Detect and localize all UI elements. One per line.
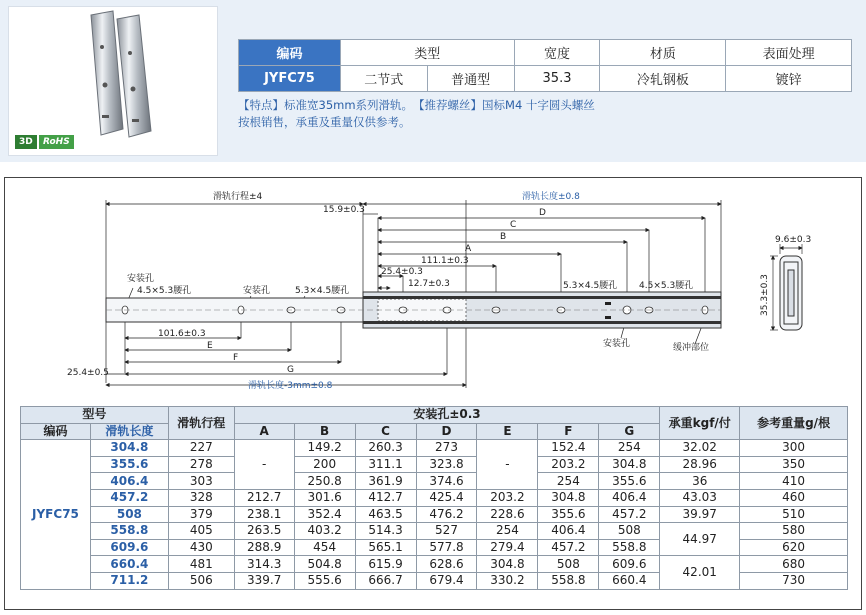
cell-weight: 620 xyxy=(740,539,848,556)
dim-111-1: 111.1±0.3 xyxy=(421,256,469,266)
cell-D: 323.8 xyxy=(416,456,477,473)
length-label: 滑轨长度±0.8 xyxy=(522,192,580,202)
cell-G: 355.6 xyxy=(599,473,660,490)
cell-travel: 328 xyxy=(168,489,234,506)
cell-travel: 303 xyxy=(168,473,234,490)
cell-D: 476.2 xyxy=(416,506,477,523)
cell-length: 558.8 xyxy=(90,523,168,540)
cell-weight: 730 xyxy=(740,572,848,589)
cell-D: 425.4 xyxy=(416,489,477,506)
dim-F: F xyxy=(233,353,239,363)
cell-B: 301.6 xyxy=(294,489,355,506)
dim-C: C xyxy=(510,220,517,230)
cell-C: 311.1 xyxy=(355,456,416,473)
dim-G: G xyxy=(287,365,294,375)
th-code: 编码 xyxy=(21,423,91,440)
dim-D: D xyxy=(539,208,546,218)
dim-A: A xyxy=(465,244,472,254)
cell-length: 355.6 xyxy=(90,456,168,473)
spec-type-a: 二节式 xyxy=(340,66,427,92)
cell-D: 527 xyxy=(416,523,477,540)
cell-load: 39.97 xyxy=(660,506,740,523)
slot-label-right2: 4.5×5.3腰孔 xyxy=(639,281,694,291)
cell-F: 203.2 xyxy=(538,456,599,473)
table-row xyxy=(21,440,848,457)
spec-header-material: 材质 xyxy=(600,40,726,66)
cell-F: 457.2 xyxy=(538,539,599,556)
cell-B: 555.6 xyxy=(294,572,355,589)
th-holes: 安装孔±0.3 xyxy=(234,407,660,424)
cell-F: 152.4 xyxy=(538,440,599,457)
cell-D: 273 xyxy=(416,440,477,457)
cell-weight: 350 xyxy=(740,456,848,473)
cell-F: 304.8 xyxy=(538,489,599,506)
cell-E: 279.4 xyxy=(477,539,538,556)
cell-F: 254 xyxy=(538,473,599,490)
rail-body xyxy=(106,292,721,328)
cell-travel: 227 xyxy=(168,440,234,457)
cell-travel: 405 xyxy=(168,523,234,540)
cell-A-empty: - xyxy=(234,440,294,490)
cell-A: 314.3 xyxy=(234,556,294,573)
dimension-drawing xyxy=(5,178,861,410)
cell-G: 508 xyxy=(599,523,660,540)
cell-weight: 410 xyxy=(740,473,848,490)
th-col-G: G xyxy=(599,423,660,440)
th-load: 承重kgf/付 xyxy=(660,407,740,440)
cell-G: 660.4 xyxy=(599,572,660,589)
th-col-D: D xyxy=(416,423,477,440)
dim-side-height: 35.3±0.3 xyxy=(760,274,770,316)
cell-C: 565.1 xyxy=(355,539,416,556)
table-row xyxy=(21,473,848,490)
cell-D: 577.8 xyxy=(416,539,477,556)
dim-12-7: 12.7±0.3 xyxy=(408,279,450,289)
dim-25-4-bottom: 25.4±0.5 xyxy=(67,368,109,378)
cell-E: 254 xyxy=(477,523,538,540)
slide-rail-illustration xyxy=(9,7,217,155)
cell-C: 361.9 xyxy=(355,473,416,490)
row-code: JYFC75 xyxy=(21,440,91,589)
cell-G: 457.2 xyxy=(599,506,660,523)
cell-B: 403.2 xyxy=(294,523,355,540)
table-row xyxy=(21,489,848,506)
cell-weight: 460 xyxy=(740,489,848,506)
dim-B: B xyxy=(500,232,507,242)
cell-B: 352.4 xyxy=(294,506,355,523)
hole-label-mid: 安装孔 xyxy=(243,286,271,296)
cell-E: 228.6 xyxy=(477,506,538,523)
cell-G: 558.8 xyxy=(599,539,660,556)
cell-C: 514.3 xyxy=(355,523,416,540)
spec-header-width: 宽度 xyxy=(514,40,600,66)
dim-101-6: 101.6±0.3 xyxy=(158,329,206,339)
cell-A: 288.9 xyxy=(234,539,294,556)
spec-surface: 镀锌 xyxy=(726,66,852,92)
th-col-A: A xyxy=(234,423,294,440)
cell-D: 374.6 xyxy=(416,473,477,490)
dimension-table xyxy=(20,406,848,590)
th-col-E: E xyxy=(477,423,538,440)
cell-length: 508 xyxy=(90,506,168,523)
th-model: 型号 xyxy=(21,407,169,424)
cell-load: 43.03 xyxy=(660,489,740,506)
slot-label-left: 4.5×5.3腰孔 xyxy=(137,286,192,296)
rail-side-profile xyxy=(770,244,802,330)
dim-25-4-top: 25.4±0.3 xyxy=(381,267,423,277)
spec-header-type: 类型 xyxy=(340,40,514,66)
th-length: 滑轨长度 xyxy=(90,423,168,440)
spec-table xyxy=(238,39,852,92)
cell-E: 330.2 xyxy=(477,572,538,589)
cell-A: 339.7 xyxy=(234,572,294,589)
th-col-C: C xyxy=(355,423,416,440)
hole-label-left: 安装孔 xyxy=(127,274,155,284)
cell-length: 609.6 xyxy=(90,539,168,556)
cell-travel: 506 xyxy=(168,572,234,589)
product-image xyxy=(8,6,218,156)
cell-load-merged: 42.01 xyxy=(660,556,740,589)
cell-weight: 680 xyxy=(740,556,848,573)
cell-A: 212.7 xyxy=(234,489,294,506)
cell-C: 463.5 xyxy=(355,506,416,523)
cell-length: 660.4 xyxy=(90,556,168,573)
cell-weight: 300 xyxy=(740,440,848,457)
th-col-B: B xyxy=(294,423,355,440)
cell-G: 406.4 xyxy=(599,489,660,506)
cell-length: 406.4 xyxy=(90,473,168,490)
cell-B: 250.8 xyxy=(294,473,355,490)
cell-C: 260.3 xyxy=(355,440,416,457)
cell-B: 149.2 xyxy=(294,440,355,457)
cell-B: 454 xyxy=(294,539,355,556)
cell-D: 679.4 xyxy=(416,572,477,589)
cell-D: 628.6 xyxy=(416,556,477,573)
table-row xyxy=(21,523,848,540)
cell-weight: 510 xyxy=(740,506,848,523)
cell-A: 263.5 xyxy=(234,523,294,540)
dim-side-width: 9.6±0.3 xyxy=(775,235,812,245)
th-col-F: F xyxy=(538,423,599,440)
table-row xyxy=(21,456,848,473)
cell-load-merged: 44.97 xyxy=(660,523,740,556)
buffer-label: 缓冲部位 xyxy=(673,343,710,353)
cell-travel: 430 xyxy=(168,539,234,556)
cell-weight: 580 xyxy=(740,523,848,540)
length-minus-label: 滑轨长度-3mm±0.8 xyxy=(248,381,333,391)
cell-C: 412.7 xyxy=(355,489,416,506)
cell-load: 36 xyxy=(660,473,740,490)
spec-width: 35.3 xyxy=(514,66,600,92)
cell-F: 406.4 xyxy=(538,523,599,540)
spec-code: JYFC75 xyxy=(239,66,341,92)
th-travel: 滑轨行程 xyxy=(168,407,234,440)
cell-F: 558.8 xyxy=(538,572,599,589)
slot-label-right1: 5.3×4.5腰孔 xyxy=(563,281,618,291)
sales-note: 按根销售，承重及重量仅供参考。 xyxy=(238,115,411,129)
cell-length: 457.2 xyxy=(90,489,168,506)
cell-F: 508 xyxy=(538,556,599,573)
cell-load: 28.96 xyxy=(660,456,740,473)
travel-label: 滑轨行程±4 xyxy=(213,192,263,202)
table-row xyxy=(21,506,848,523)
cell-C: 666.7 xyxy=(355,572,416,589)
cell-E: 203.2 xyxy=(477,489,538,506)
cell-E-empty: - xyxy=(477,440,538,490)
cell-G: 254 xyxy=(599,440,660,457)
table-row xyxy=(21,556,848,573)
spec-header-surface: 表面处理 xyxy=(726,40,852,66)
cell-C: 615.9 xyxy=(355,556,416,573)
cell-travel: 481 xyxy=(168,556,234,573)
cell-length: 304.8 xyxy=(90,440,168,457)
dim-15-9: 15.9±0.3 xyxy=(323,205,365,215)
cell-travel: 278 xyxy=(168,456,234,473)
slot-label-mid: 5.3×4.5腰孔 xyxy=(295,286,350,296)
rohs-badge: RoHS xyxy=(39,135,74,149)
hole-label-bottom: 安装孔 xyxy=(603,339,631,349)
cell-G: 304.8 xyxy=(599,456,660,473)
spec-material: 冷轧钢板 xyxy=(600,66,726,92)
cell-F: 355.6 xyxy=(538,506,599,523)
cell-G: 609.6 xyxy=(599,556,660,573)
spec-header-code: 编码 xyxy=(239,40,341,66)
cell-travel: 379 xyxy=(168,506,234,523)
spec-type-b: 普通型 xyxy=(427,66,514,92)
cell-length: 711.2 xyxy=(90,572,168,589)
th-weight: 参考重量g/根 xyxy=(740,407,848,440)
cell-E: 304.8 xyxy=(477,556,538,573)
dim-E: E xyxy=(207,341,213,351)
cell-B: 200 xyxy=(294,456,355,473)
feature-note: 【特点】标准宽35mm系列滑轨。 【推荐螺丝】国标M4 十字圆头螺丝 xyxy=(238,98,595,112)
cell-B: 504.8 xyxy=(294,556,355,573)
3d-badge: 3D xyxy=(15,135,37,149)
cell-A: 238.1 xyxy=(234,506,294,523)
cell-load: 32.02 xyxy=(660,440,740,457)
